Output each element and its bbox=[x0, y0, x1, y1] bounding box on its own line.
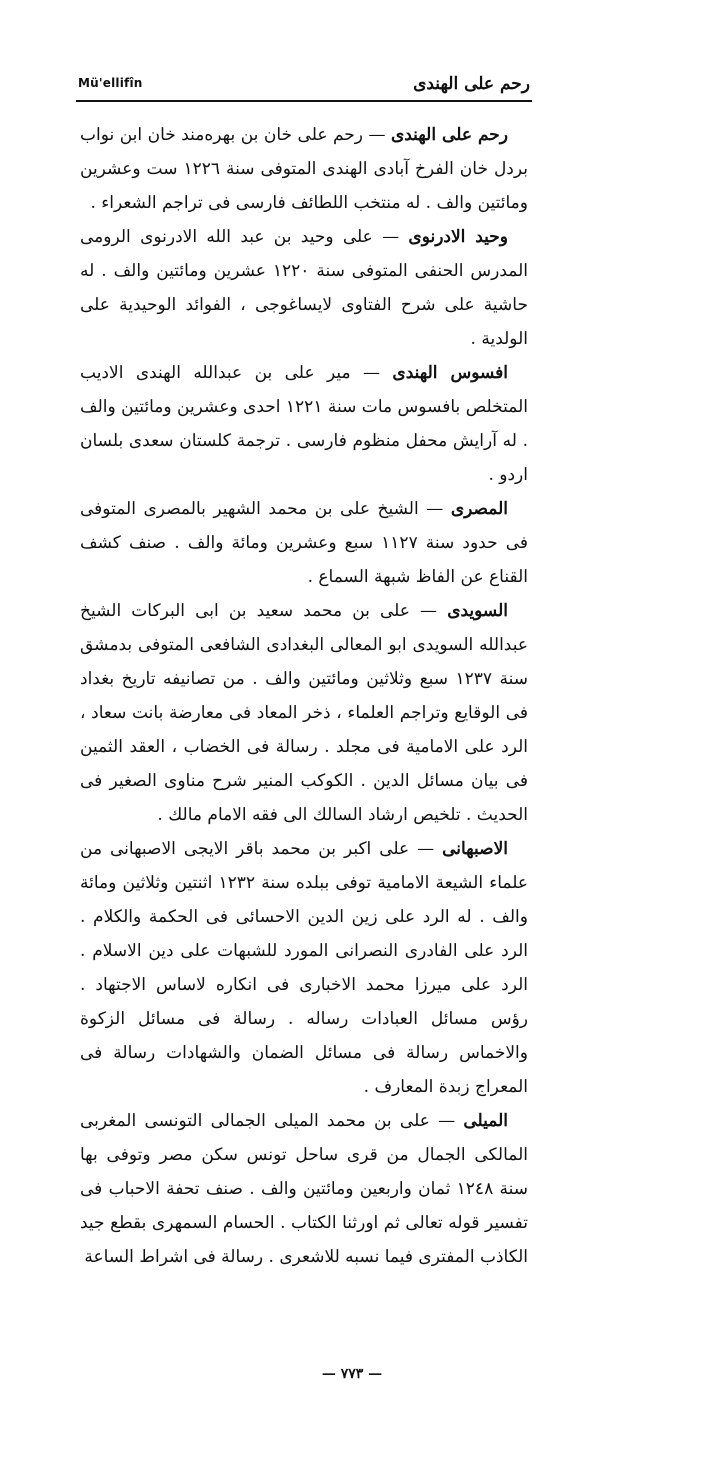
entry-al-isbahani bbox=[80, 832, 528, 1104]
entry-al-suwaidi bbox=[80, 594, 528, 832]
page-body bbox=[80, 118, 528, 1274]
entry-text: — مير على بن عبدالله الهندى الاديب المتخلص بافسوس مات سنة ١٢٢١ احدى وعشرين ومائتين والف . له آرايش محفل منظوم فارسى . ترجمة كلستان سعدى بلسان اردو . bbox=[80, 363, 528, 485]
entry-text: — رحم على خان بن بهره‌مند خان ابن نواب بردل خان الفرخ آبادى الهندى المتوفى سنة ١٢٢٦ ست وعشرين ومائتين والف . له منتخب اللطائف فارسى فى تراجم الشعراء . bbox=[80, 125, 528, 213]
header-book-title: Mü'ellifîn bbox=[78, 76, 143, 90]
entry-title: السويدى bbox=[447, 601, 508, 621]
header-entry-name: رحم على الهندى bbox=[413, 74, 530, 94]
entry-title: رحم على الهندى bbox=[390, 125, 508, 145]
running-header bbox=[78, 74, 530, 100]
entry-title: وحيد الادرنوى bbox=[408, 227, 508, 247]
entry-title: المصرى bbox=[450, 499, 508, 519]
entry-title: افسوس الهندى bbox=[392, 363, 508, 383]
entry-title: الميلى bbox=[463, 1111, 508, 1131]
entry-text: — على بن محمد سعيد بن ابى البركات الشيخ عبدالله السويدى ابو المعالى البغدادى الشافعى المتوفى بدمشق سنة ١٢٣٧ سبع وثلاثين ومائتين والف . من تصانيفه تاريخ بغداد فى الوقايع وتراجم العلماء ، ذخر المعاد فى معارضة بانت سعاد ، الرد على الامامية فى مجلد . رسالة فى الخضاب ، العقد الثمين فى بيان مسائل الدين . الكوكب المنير شرح مناوى الصغير فى الحديث . تلخيص ارشاد السالك الى فقه الامام مالك . bbox=[80, 601, 528, 825]
entry-wahid-edirnawi bbox=[80, 220, 528, 356]
entry-al-mili bbox=[80, 1104, 528, 1274]
entry-text: — على وحيد بن عبد الله الادرنوى الرومى المدرس الحنفى المتوفى سنة ١٢٢٠ عشرين ومائتين والف . له حاشية على شرح الفتاوى لايساغوجى ، الفوائد الوحيدية على الولدية . bbox=[80, 227, 528, 349]
entry-text: — على اكبر بن محمد باقر الايجى الاصبهانى من علماء الشيعة الامامية توفى ببلده سنة ١٢٣٢ اثنتين وثلاثين ومائة والف . له الرد على زين الدين الاحسائى فى الحكمة والكلام . الرد على الفادرى النصرانى المورد للشبهات على دين الاسلام . الرد على ميرزا محمد الاخبارى فى انكاره لاساس الاجتهاد . رؤس مسائل العبادات رساله . رسالة فى مسائل الزكوة والاخماس رسالة فى مسائل الضمان والشهادات رسالة فى المعراج زبدة المعارف . bbox=[80, 839, 528, 1097]
entry-text: — على بن محمد الميلى الجمالى التونسى المغربى المالكى الجمال من قرى ساحل تونس سكن مصر وتوفى بها سنة ١٢٤٨ ثمان واربعين ومائتين والف . صنف تحفة الاحباب فى تفسير قوله تعالى ثم اورثنا الكتاب . الحسام السمهرى بقطع جيد الكاذب المفترى فيما نسبه للاشعرى . رسالة فى اشراط الساعة bbox=[80, 1111, 528, 1267]
page-number: — ٧٧٣ — bbox=[321, 1366, 383, 1382]
entry-title: الاصبهانى bbox=[442, 839, 508, 859]
entry-text: — الشيخ على بن محمد الشهير بالمصرى المتوفى فى حدود سنة ١١٢٧ سبع وعشرين ومائة والف . صنف كشف القناع عن الفاظ شبهة السماع . bbox=[80, 499, 528, 587]
entry-raham-ali bbox=[80, 118, 528, 220]
header-rule bbox=[76, 100, 532, 102]
entry-afsus bbox=[80, 356, 528, 492]
entry-al-misri bbox=[80, 492, 528, 594]
